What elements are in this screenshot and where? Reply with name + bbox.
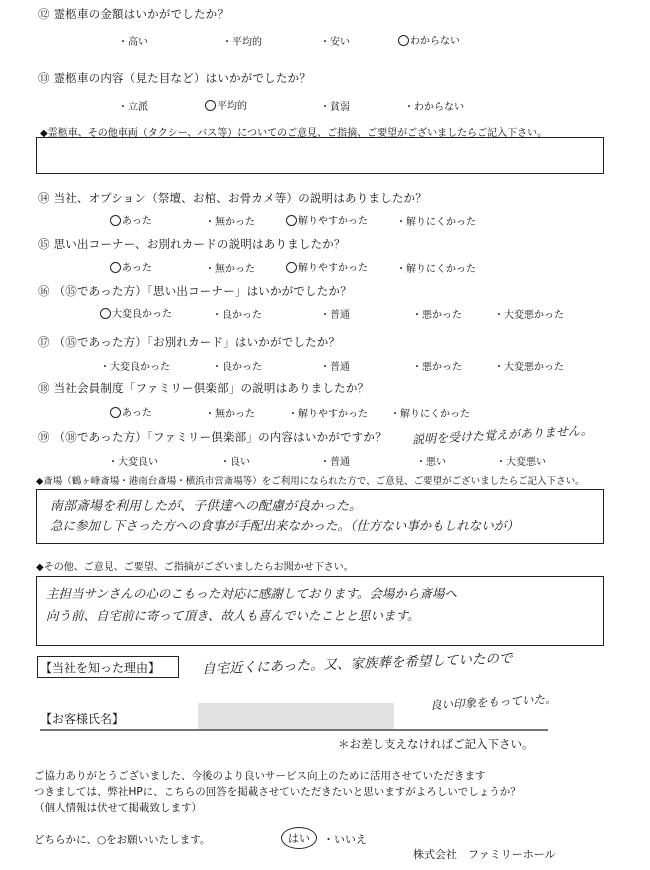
- reason-handwritten-2: 良い印象をもっていた。: [429, 691, 557, 713]
- other-handwritten-line-1: 主担当サンさんの心のこもった対応に感謝しております。会場から斎場へ: [46, 586, 457, 601]
- q16-option-3[interactable]: ・普通: [320, 310, 350, 321]
- choice-prompt: どちらかに、○をお願いいたします。: [34, 834, 211, 846]
- q12-option-3[interactable]: ・安い: [320, 37, 350, 48]
- yes-option[interactable]: はい: [281, 827, 317, 849]
- q14-option-3[interactable]: 解りやすかった: [286, 212, 368, 227]
- other-note: ◆その他、ご意見、ご要望、ご指摘がございましたらお聞かせ下さい。: [36, 562, 354, 573]
- q13-option-2[interactable]: 平均的: [205, 97, 247, 112]
- venue-handwritten-line-2: 急に参加し下さった方への食事が手配出来なかった。（仕方ない事かもしれないが）: [50, 518, 519, 533]
- q15-option-3[interactable]: 解りやすかった: [286, 259, 368, 274]
- q19-option-1[interactable]: ・大変良い: [108, 457, 158, 468]
- q18-option-1[interactable]: あった: [110, 404, 152, 419]
- question-16: ⑯ （⑮であった方）「思い出コーナー」はいかがでしたか？: [38, 284, 352, 298]
- q19-option-3[interactable]: ・普通: [320, 457, 350, 468]
- q14-option-1[interactable]: あった: [110, 212, 152, 227]
- name-note: ＊お差し支えなければご記入下さい。: [338, 737, 534, 751]
- q15-option-1[interactable]: あった: [110, 259, 152, 274]
- q16-option-5[interactable]: ・大変悪かった: [494, 310, 564, 321]
- venue-note: ◆斎場（鶴ヶ峰斎場・港南台斎場・横浜市営斎場等）をご利用になられた方で、ご意見、ご要望がございましたらご記入下さい。: [36, 476, 585, 487]
- q15-option-4[interactable]: ・解りにくかった: [396, 264, 476, 275]
- q16-option-1[interactable]: 大変良かった: [100, 305, 172, 320]
- q19-option-4[interactable]: ・悪い: [416, 457, 446, 468]
- q13-option-3[interactable]: ・貧弱: [320, 102, 350, 113]
- q18-option-3[interactable]: ・解りやすかった: [288, 409, 368, 420]
- q15-option-2[interactable]: ・無かった: [205, 264, 255, 275]
- company-name: 株式会社 ファミリーホール: [413, 848, 556, 861]
- question-17: ⑰ （⑮であった方）「お別れカード」はいかがでしたか？: [38, 335, 341, 349]
- q19-option-5[interactable]: ・大変悪い: [496, 457, 546, 468]
- no-option[interactable]: ・いいえ: [323, 833, 367, 846]
- name-label: 【お客様氏名】: [40, 712, 125, 726]
- q19-handwritten-answer: 説明を受けた覚えがありません。: [411, 423, 594, 447]
- question-12: ⑫ 霊柩車の金額はいかがでしたか？: [38, 7, 230, 21]
- q17-option-4[interactable]: ・悪かった: [412, 362, 462, 373]
- thanks-line-2: つきましては、弊社HPに、こちらの回答を掲載させていただきたいと思いますがよろしいでしょうか？: [34, 786, 521, 798]
- thanks-line-1: ご協力ありがとうございました、今後のより良いサービス向上のために活用させていただきます: [34, 770, 486, 782]
- q16-option-2[interactable]: ・良かった: [212, 310, 262, 321]
- reason-handwritten: 自宅近くにあった。又、家族葬を希望していたので: [201, 650, 513, 678]
- q17-option-5[interactable]: ・大変悪かった: [494, 362, 564, 373]
- question-19: ⑲ （⑱であった方）「ファミリー倶楽部」の内容はいかがですか？: [38, 430, 387, 444]
- q16-option-4[interactable]: ・悪かった: [412, 310, 462, 321]
- q12-option-4[interactable]: わからない: [398, 32, 460, 47]
- question-14: ⑭ 当社、オプション（祭壇、お棺、お骨カメ等）の説明はありましたか？: [38, 191, 427, 205]
- q12-option-1[interactable]: ・高い: [118, 37, 148, 48]
- reason-label: 【当社を知った理由】: [40, 661, 161, 675]
- q12-option-2[interactable]: ・平均的: [222, 37, 262, 48]
- q14-option-4[interactable]: ・解りにくかった: [396, 217, 476, 228]
- question-18: ⑱ 当社会員制度「ファミリー倶楽部」の説明はありましたか？: [38, 381, 370, 395]
- q17-option-3[interactable]: ・普通: [320, 362, 350, 373]
- question-15: ⑮ 思い出コーナー、お別れカードの説明はありましたか？: [38, 237, 346, 251]
- q17-option-2[interactable]: ・良かった: [212, 362, 262, 373]
- q18-option-2[interactable]: ・無かった: [205, 409, 255, 420]
- hearse-comment-label: ◆霊柩車、その他車両（タクシー、バス等）についてのご意見、ご指摘、ご要望がございましたらご記入下さい。: [40, 128, 548, 139]
- q17-option-1[interactable]: ・大変良かった: [100, 362, 170, 373]
- thanks-line-3: （個人情報は伏せて掲載致します）: [34, 802, 202, 814]
- venue-handwritten-line-1: 南部斎場を利用したが、子供達への配慮が良かった。: [50, 499, 363, 514]
- q13-option-1[interactable]: ・立派: [118, 102, 148, 113]
- q18-option-4[interactable]: ・解りにくかった: [390, 409, 470, 420]
- q19-option-2[interactable]: ・良い: [220, 457, 250, 468]
- other-handwritten-line-2: 向う前、自宅前に寄って頂き、故人も喜んでいたことと思います。: [46, 608, 420, 623]
- q14-option-2[interactable]: ・無かった: [205, 217, 255, 228]
- question-13: ⑬ 霊柩車の内容（見た目など）はいかがでしたか？: [38, 71, 311, 85]
- q13-option-4[interactable]: ・わからない: [404, 102, 464, 113]
